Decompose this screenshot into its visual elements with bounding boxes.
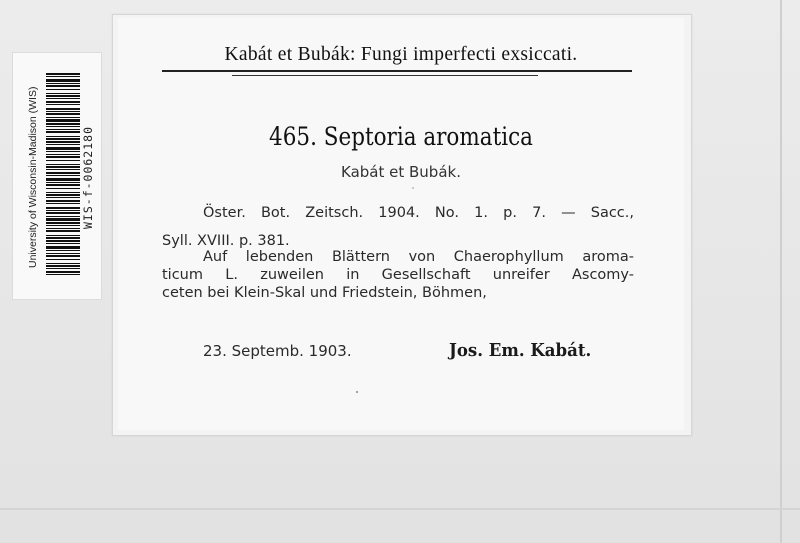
- barcode-bar: [46, 212, 80, 214]
- barcode-bar: [46, 98, 80, 99]
- header-rule: [162, 70, 632, 72]
- barcode-bar: [46, 210, 80, 211]
- specimen-title: 465. Septoria aromatica: [269, 122, 533, 151]
- barcode-number: WIS-f-0062180: [81, 125, 95, 229]
- barcode-bar: [46, 203, 80, 204]
- barcode-bar: [46, 111, 80, 112]
- barcode-bar: [46, 200, 80, 202]
- barcode-bar: [46, 240, 80, 242]
- barcode-bar: [46, 144, 80, 145]
- barcode-bar: [46, 76, 80, 77]
- barcode-bar: [46, 129, 80, 130]
- barcode-bar: [46, 225, 80, 226]
- barcode-bar: [46, 126, 80, 127]
- barcode-bar: [46, 85, 80, 87]
- barcode-bar: [46, 104, 80, 105]
- sheet-edge: [0, 508, 800, 510]
- barcode-bar: [46, 113, 80, 115]
- barcode-bar: [46, 164, 80, 165]
- barcode-bar: [46, 83, 80, 84]
- barcode-bar: [46, 79, 80, 82]
- barcode-bar: [46, 131, 80, 133]
- header-rule: [232, 75, 538, 76]
- barcode-bar: [46, 197, 80, 198]
- barcode-bar: [46, 228, 80, 229]
- barcode-bar: [46, 188, 80, 189]
- barcode-bar: [46, 259, 80, 260]
- series-header: Kabát et Bubák: Fungi imperfecti exsiccati.: [224, 44, 578, 65]
- locality-line: ceten bei Klein-Skal und Friedstein, Böhmen,: [162, 285, 487, 301]
- barcode-bar: [46, 182, 80, 183]
- barcode-bar: [46, 154, 80, 155]
- sheet-edge: [780, 0, 782, 543]
- barcode-bar: [46, 101, 80, 103]
- barcode-bar: [46, 255, 80, 257]
- barcode-bar: [46, 147, 80, 150]
- barcode-bar: [46, 95, 80, 97]
- barcode-bar: [46, 172, 80, 174]
- barcode-bar: [46, 160, 80, 161]
- barcode-bar: [46, 218, 80, 221]
- barcode-image: [46, 73, 80, 277]
- barcode-bar: [46, 263, 80, 264]
- barcode-bar: [46, 243, 80, 244]
- collection-date: 23. Septemb. 1903.: [203, 342, 352, 360]
- barcode-bar: [46, 73, 80, 75]
- barcode-bar: [46, 246, 80, 249]
- barcode-bar: [46, 169, 80, 170]
- barcode-bar: [46, 237, 80, 239]
- locality-line: ticum L. zuweilen in Gesellschaft unreifer Ascomy-: [162, 267, 634, 283]
- barcode-bar: [46, 265, 80, 267]
- barcode-bar: [46, 141, 80, 143]
- barcode-bar: [46, 230, 80, 232]
- barcode-bar: [46, 268, 80, 269]
- barcode-bar: [46, 166, 80, 168]
- barcode-bar: [46, 194, 80, 196]
- barcode-bar: [46, 253, 80, 254]
- locality-line: Auf lebenden Blättern von Chaerophyllum aroma-: [203, 249, 634, 265]
- barcode-bar: [46, 108, 80, 110]
- barcode-bar: [46, 138, 80, 140]
- barcode-bar: [46, 175, 80, 176]
- barcode-bar: [46, 117, 80, 118]
- collector-name: Jos. Em. Kabát.: [449, 340, 592, 361]
- barcode-institution: University of Wisconsin-Madison (WIS): [27, 86, 39, 268]
- barcode-bar: [46, 207, 80, 209]
- barcode-bar: [46, 271, 80, 273]
- barcode-bar: [46, 184, 80, 186]
- barcode-bar: [46, 123, 80, 125]
- paper-speck: [412, 187, 414, 189]
- barcode-bar: [46, 222, 80, 224]
- paper-speck: [356, 391, 358, 393]
- barcode-bar: [46, 156, 80, 158]
- barcode-bar: [46, 93, 80, 94]
- barcode-bar: [46, 136, 80, 137]
- barcode-bar: [46, 178, 80, 181]
- barcode-bar: [46, 235, 80, 236]
- barcode-bar: [46, 119, 80, 122]
- barcode-bar: [46, 250, 80, 251]
- citation-line: Öster. Bot. Zeitsch. 1904. No. 1. p. 7. — Sacc.,: [203, 205, 634, 221]
- specimen-label: [118, 18, 684, 430]
- specimen-authors: Kabát et Bubák.: [341, 163, 461, 181]
- barcode-bar: [46, 89, 80, 90]
- barcode-bar: [46, 151, 80, 152]
- barcode-label: [12, 52, 102, 300]
- barcode-bar: [46, 216, 80, 217]
- barcode-bar: [46, 274, 80, 275]
- citation-line: Syll. XVIII. p. 381.: [162, 233, 290, 249]
- barcode-bar: [46, 192, 80, 193]
